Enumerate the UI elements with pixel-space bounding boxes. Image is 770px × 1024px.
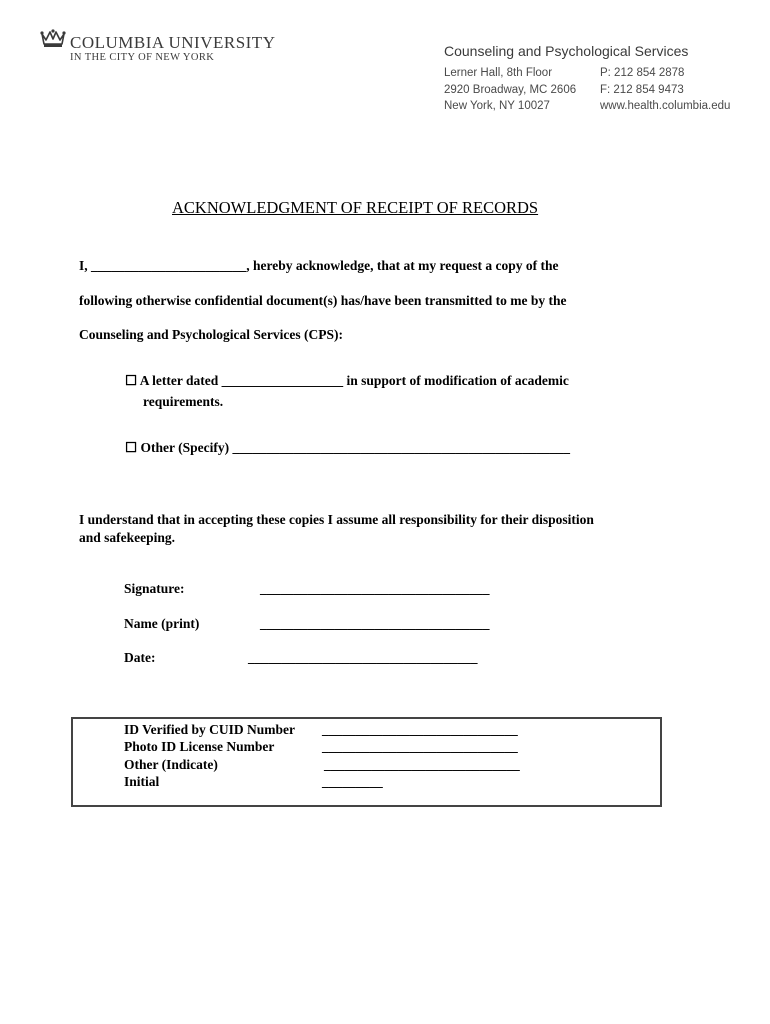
date-label: Date:: [124, 650, 156, 665]
acknowledgment-line-2: following otherwise confidential document(s) has/have been transmitted to me by the: [79, 293, 567, 308]
cuid-field[interactable]: _____________________________: [322, 722, 518, 737]
department-contact: [600, 65, 730, 115]
university-subtitle: IN THE CITY OF NEW YORK: [70, 52, 215, 63]
cuid-label: ID Verified by CUID Number: [124, 722, 296, 737]
photo-id-field[interactable]: _____________________________: [322, 739, 518, 754]
university-name: COLUMBIA UNIVERSITY: [70, 33, 276, 52]
department-name: Counseling and Psychological Services: [444, 43, 689, 59]
fax-number: F: 212 854 9473: [600, 83, 684, 96]
address-line: Lerner Hall, 8th Floor: [444, 67, 553, 79]
department-address: [444, 65, 576, 115]
phone-number: P: 212 854 2878: [600, 67, 685, 79]
option-letter-continued: requirements.: [143, 394, 224, 409]
option-other-checkbox[interactable]: ☐ Other (Specify) __________________________________________________: [125, 440, 570, 455]
option-letter-checkbox[interactable]: ☐ A letter dated __________________ in support of modification of academic: [125, 373, 569, 388]
other-indicate-field[interactable]: _____________________________: [324, 757, 520, 772]
crown-icon: [40, 28, 66, 48]
acknowledgment-line-1: I, _______________________, hereby acknowledge, that at my request a copy of the: [79, 258, 559, 273]
responsibility-line-1: I understand that in accepting these copies I assume all responsibility for their disposition: [79, 512, 594, 527]
address-line: New York, NY 10027: [444, 100, 550, 112]
signature-field[interactable]: __________________________________: [260, 581, 490, 596]
date-field[interactable]: __________________________________: [248, 650, 478, 665]
name-label: Name (print): [124, 616, 200, 631]
document-title: ACKNOWLEDGMENT OF RECEIPT OF RECORDS: [172, 198, 539, 217]
other-indicate-label: Other (Indicate): [124, 757, 218, 772]
responsibility-line-2: and safekeeping.: [79, 530, 176, 545]
initial-label: Initial: [124, 774, 160, 789]
website-link[interactable]: www.health.columbia.edu: [600, 100, 731, 112]
signature-label: Signature:: [124, 581, 185, 596]
address-line: 2920 Broadway, MC 2606: [444, 83, 577, 96]
name-field[interactable]: __________________________________: [260, 616, 490, 631]
acknowledgment-line-3: Counseling and Psychological Services (CPS):: [79, 327, 344, 342]
photo-id-label: Photo ID License Number: [124, 739, 275, 754]
initial-field[interactable]: _________: [322, 774, 383, 789]
